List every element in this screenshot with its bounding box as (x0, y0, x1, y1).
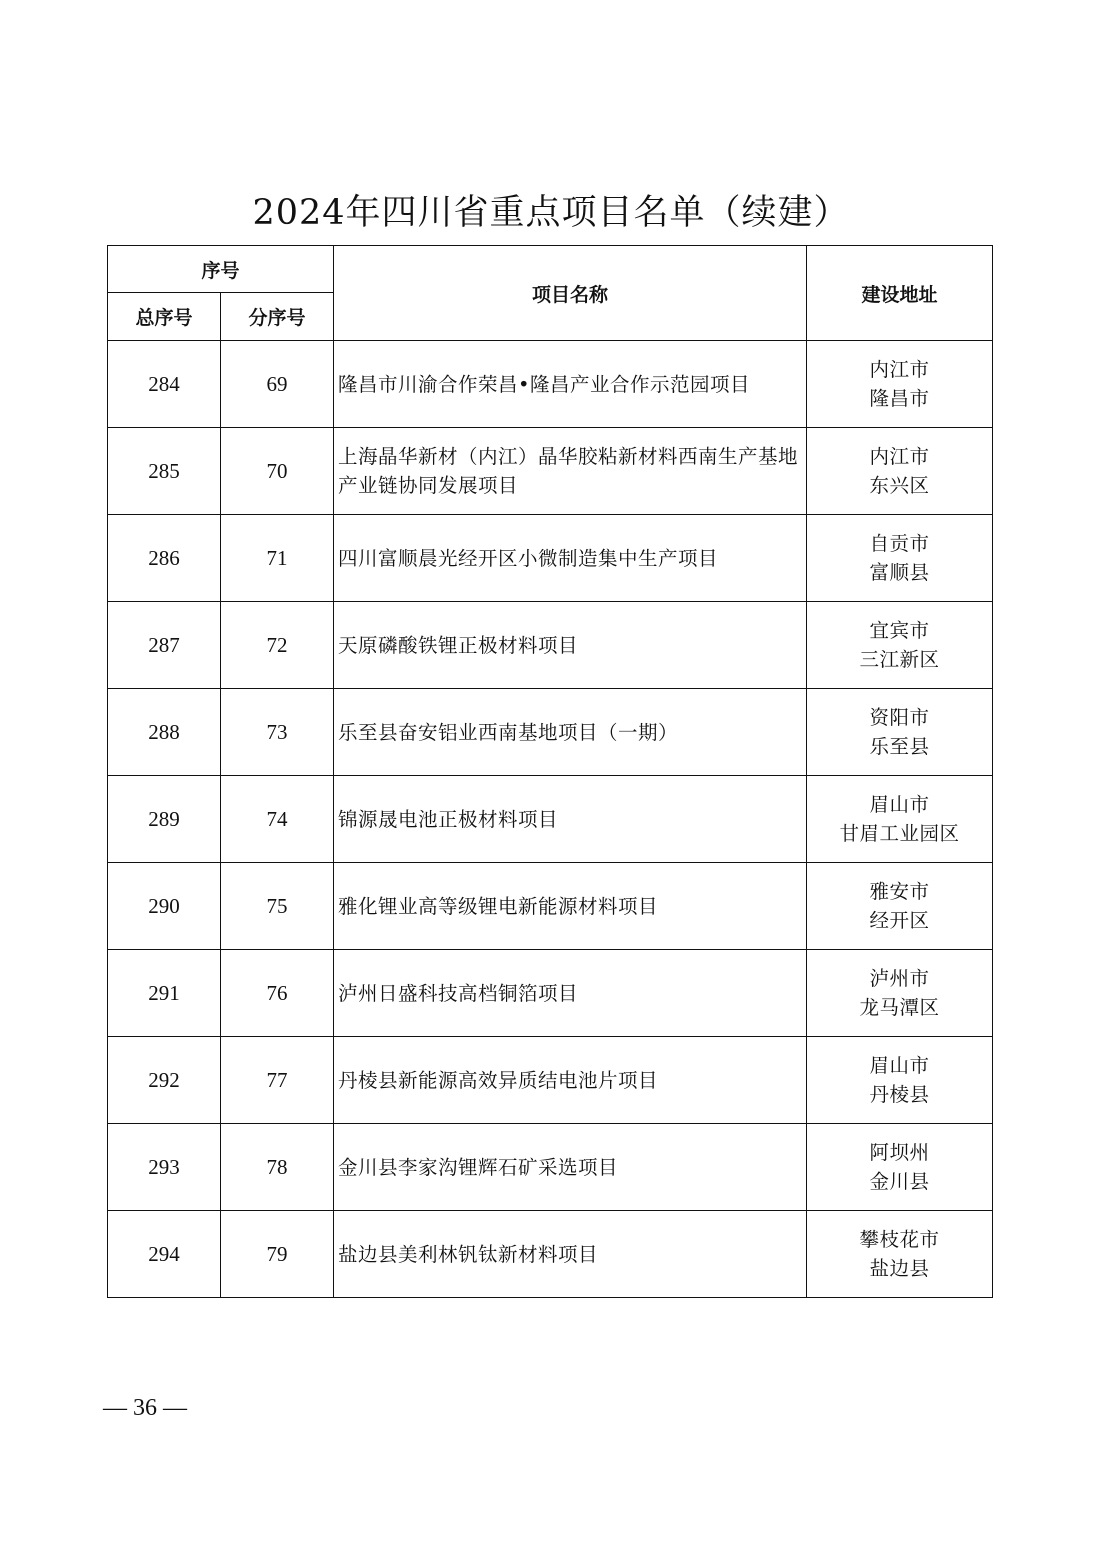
table-row (108, 776, 993, 863)
total-seq-cell: 286 (108, 515, 221, 602)
location-cell (807, 1124, 993, 1211)
total-seq-cell: 285 (108, 428, 221, 515)
location-cell (807, 428, 993, 515)
location-cell (807, 776, 993, 863)
location-cell (807, 950, 993, 1037)
location-cell (807, 863, 993, 950)
table-row (108, 1037, 993, 1124)
location-cell (807, 602, 993, 689)
project-name-cell: 四川富顺晨光经开区小微制造集中生产项目 (334, 515, 807, 602)
location-district: 甘眉工业园区 (839, 822, 960, 845)
location-district: 丹棱县 (869, 1083, 930, 1106)
location-cell (807, 341, 993, 428)
location-city: 内江市 (869, 445, 930, 468)
total-seq-cell: 290 (108, 863, 221, 950)
location-city: 宜宾市 (869, 619, 930, 642)
location-city: 雅安市 (869, 880, 930, 903)
project-name-cell: 丹棱县新能源高效异质结电池片项目 (334, 1037, 807, 1124)
sub-seq-cell: 77 (221, 1037, 334, 1124)
location-cell (807, 1037, 993, 1124)
location-city: 眉山市 (869, 1054, 930, 1077)
project-name-cell: 锦源晟电池正极材料项目 (334, 776, 807, 863)
header-project-name: 项目名称 (334, 246, 807, 341)
table-row (108, 341, 993, 428)
location-district: 盐边县 (869, 1257, 930, 1280)
table-row (108, 515, 993, 602)
location-city: 自贡市 (869, 532, 930, 555)
table-row (108, 689, 993, 776)
location-district: 龙马潭区 (859, 996, 940, 1019)
location-city: 泸州市 (869, 967, 930, 990)
total-seq-cell: 287 (108, 602, 221, 689)
total-seq-cell: 291 (108, 950, 221, 1037)
header-total-seq: 总序号 (108, 293, 221, 341)
location-district: 三江新区 (859, 648, 940, 671)
location-cell (807, 689, 993, 776)
sub-seq-cell: 71 (221, 515, 334, 602)
project-name-cell: 金川县李家沟锂辉石矿采选项目 (334, 1124, 807, 1211)
total-seq-cell: 294 (108, 1211, 221, 1298)
sub-seq-cell: 76 (221, 950, 334, 1037)
sub-seq-cell: 70 (221, 428, 334, 515)
location-district: 隆昌市 (869, 387, 930, 410)
location-city: 眉山市 (869, 793, 930, 816)
table-row (108, 950, 993, 1037)
location-city: 攀枝花市 (859, 1228, 940, 1251)
sub-seq-cell: 75 (221, 863, 334, 950)
table-row (108, 1211, 993, 1298)
project-name-cell: 隆昌市川渝合作荣昌•隆昌产业合作示范园项目 (334, 341, 807, 428)
total-seq-cell: 293 (108, 1124, 221, 1211)
location-district: 东兴区 (869, 474, 930, 497)
total-seq-cell: 284 (108, 341, 221, 428)
header-seq-group: 序号 (108, 246, 334, 293)
location-cell (807, 515, 993, 602)
location-city: 内江市 (869, 358, 930, 381)
project-name-cell: 雅化锂业高等级锂电新能源材料项目 (334, 863, 807, 950)
header-sub-seq: 分序号 (221, 293, 334, 341)
table-row (108, 863, 993, 950)
sub-seq-cell: 72 (221, 602, 334, 689)
project-name-cell: 天原磷酸铁锂正极材料项目 (334, 602, 807, 689)
location-city: 阿坝州 (869, 1141, 930, 1164)
project-name-cell: 乐至县奋安铝业西南基地项目（一期） (334, 689, 807, 776)
project-name-cell: 上海晶华新材（内江）晶华胶粘新材料西南生产基地产业链协同发展项目 (334, 428, 807, 515)
location-district: 乐至县 (869, 735, 930, 758)
total-seq-cell: 288 (108, 689, 221, 776)
table-header-row (108, 246, 993, 293)
sub-seq-cell: 73 (221, 689, 334, 776)
project-name-cell: 盐边县美利林钒钛新材料项目 (334, 1211, 807, 1298)
project-table (107, 245, 993, 1298)
location-cell (807, 1211, 993, 1298)
total-seq-cell: 292 (108, 1037, 221, 1124)
table-row (108, 602, 993, 689)
document-title: 2024年四川省重点项目名单（续建） (252, 193, 850, 233)
page-number: — 36 — (103, 1395, 187, 1421)
location-city: 资阳市 (869, 706, 930, 729)
location-district: 经开区 (869, 909, 930, 932)
sub-seq-cell: 74 (221, 776, 334, 863)
project-name-cell: 泸州日盛科技高档铜箔项目 (334, 950, 807, 1037)
table-row (108, 428, 993, 515)
sub-seq-cell: 79 (221, 1211, 334, 1298)
location-district: 金川县 (869, 1170, 930, 1193)
total-seq-cell: 289 (108, 776, 221, 863)
header-location: 建设地址 (807, 246, 993, 341)
table-row (108, 1124, 993, 1211)
sub-seq-cell: 69 (221, 341, 334, 428)
sub-seq-cell: 78 (221, 1124, 334, 1211)
location-district: 富顺县 (869, 561, 930, 584)
table-body (108, 341, 993, 1298)
